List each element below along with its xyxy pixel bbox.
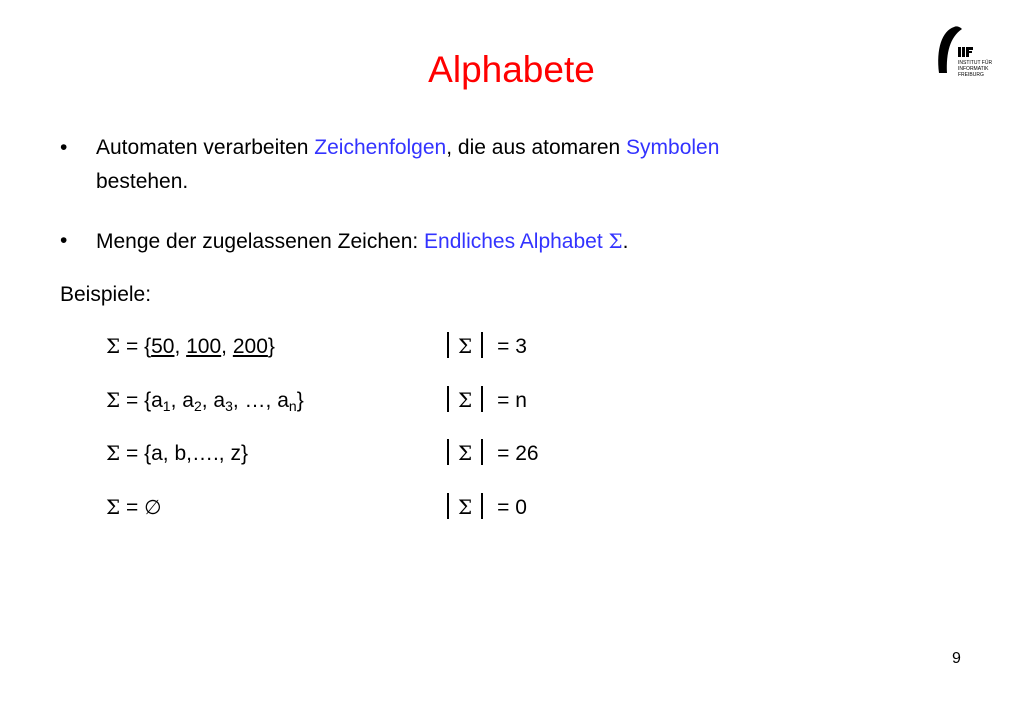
subscript: n — [288, 398, 297, 414]
set-element: 200 — [232, 335, 268, 358]
abs-bar — [447, 386, 449, 412]
sigma-symbol: Σ — [106, 388, 121, 412]
cardinality-value: = 26 — [497, 442, 539, 465]
abs-bar — [447, 439, 449, 465]
subscript: 1 — [162, 398, 171, 414]
page-number: 9 — [952, 650, 961, 667]
abs-bar — [481, 386, 483, 412]
cardinality-value: = 0 — [497, 496, 527, 519]
subscript: 3 — [225, 398, 233, 414]
bullet-marker: • — [60, 229, 68, 252]
highlight-term: Zeichenfolgen — [314, 136, 447, 159]
cardinality — [438, 492, 527, 523]
abs-bar — [447, 493, 449, 519]
example-set — [106, 385, 304, 416]
set-text: } — [267, 335, 275, 358]
logo-line: INSTITUT FÜR — [958, 60, 993, 66]
sigma-symbol: Σ — [458, 388, 473, 412]
abs-bar — [481, 493, 483, 519]
iif-logo-icon — [932, 21, 994, 79]
set-text: , — [174, 335, 187, 358]
example-row — [0, 438, 1023, 468]
cardinality-value: = n — [497, 389, 527, 412]
abs-bar — [481, 439, 483, 465]
set-text: , — [221, 335, 233, 358]
bullet-text: bestehen. — [96, 170, 189, 193]
sigma-symbol: Σ — [458, 441, 473, 465]
set-text: } — [296, 389, 304, 412]
example-set — [106, 438, 248, 469]
bullet-marker: • — [60, 136, 68, 159]
sigma-symbol: Σ — [458, 495, 473, 519]
logo-line: FREIBURG — [958, 72, 984, 78]
bullet-text: Menge der zugelassenen Zeichen: — [96, 230, 425, 253]
bullet-text: . — [622, 230, 629, 253]
example-row — [0, 331, 1023, 361]
bullet-item — [60, 131, 920, 201]
bullet-item — [60, 224, 920, 258]
sigma-symbol: Σ — [608, 229, 623, 253]
cardinality — [438, 385, 527, 416]
equals-sign: = — [120, 335, 145, 358]
slide-title: Alphabete — [428, 49, 595, 90]
example-set — [106, 331, 275, 362]
subscript: 2 — [193, 398, 202, 414]
sigma-symbol: Σ — [106, 441, 121, 465]
example-row — [0, 385, 1023, 415]
equals-sign: = — [120, 442, 145, 465]
highlight-term: Endliches Alphabet — [424, 230, 603, 253]
empty-set-symbol: ∅ — [144, 495, 162, 519]
example-row — [0, 492, 1023, 522]
highlight-term: Symbolen — [626, 136, 720, 159]
sigma-symbol: Σ — [106, 334, 121, 358]
abs-bar — [447, 332, 449, 358]
set-element: 100 — [186, 335, 222, 358]
sigma-symbol: Σ — [458, 334, 473, 358]
set-text: , a — [170, 389, 194, 412]
set-text: { — [144, 335, 152, 358]
cardinality-value: = 3 — [497, 335, 527, 358]
bullet-text: , die aus atomaren — [446, 136, 627, 159]
logo-line: INFORMATIK — [958, 66, 989, 72]
abs-bar — [481, 332, 483, 358]
equals-sign: = — [120, 496, 145, 519]
set-text: {a, b,…., z} — [144, 442, 248, 465]
set-text: {a — [144, 389, 163, 412]
set-text: , …, a — [232, 389, 289, 412]
cardinality — [438, 331, 527, 362]
set-element: 50 — [151, 335, 175, 358]
example-set — [106, 492, 162, 523]
cardinality — [438, 438, 539, 469]
sigma-symbol: Σ — [106, 495, 121, 519]
equals-sign: = — [120, 389, 145, 412]
bullet-text: Automaten verarbeiten — [96, 136, 315, 159]
set-text: , a — [201, 389, 226, 412]
examples-heading: Beispiele: — [60, 283, 152, 306]
